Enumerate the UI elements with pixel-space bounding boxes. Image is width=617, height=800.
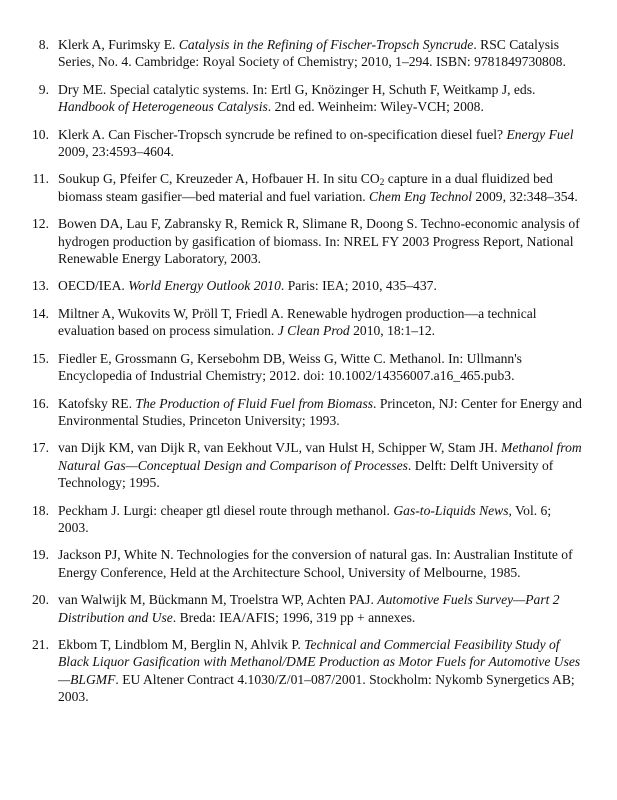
- reference-number: 16.: [32, 395, 49, 411]
- reference-text: [58, 126, 584, 161]
- reference-text: [58, 439, 584, 491]
- reference-segment: , Vol. 6; 2003.: [58, 502, 552, 535]
- reference-number: 13.: [32, 278, 49, 294]
- reference-item: [0, 36, 617, 71]
- reference-italic-title: World Energy Outlook 2010: [128, 278, 281, 294]
- reference-item: [0, 591, 617, 626]
- reference-segment: Katofsky RE.: [58, 395, 136, 411]
- reference-italic-title: Catalysis in the Refining of Fischer-Tropsch Syncrude: [178, 37, 474, 52]
- reference-text: [58, 36, 584, 71]
- reference-text: [58, 350, 584, 385]
- reference-number: 20.: [32, 592, 49, 608]
- reference-segment: van Dijk KM, van Dijk R, van Eekhout VJL, van Hulst H, Schipper W, Stam JH.: [58, 440, 502, 456]
- reference-number: 15.: [32, 350, 49, 366]
- reference-number: 9.: [38, 81, 49, 97]
- reference-italic-title: Gas-to-Liquids News: [393, 502, 509, 518]
- reference-segment: Ekbom T, Lindblom M, Berglin N, Ahlvik P.: [58, 636, 305, 652]
- reference-text: [58, 305, 584, 340]
- reference-segment: . Delft: Delft University of Technology; 1995.: [58, 457, 554, 491]
- reference-item: [0, 215, 617, 267]
- reference-italic-title: The Production of Fluid Fuel from Biomass: [135, 395, 374, 411]
- reference-segment: . RSC Catalysis Series, No. 4. Cambridge: Royal Society of Chemistry; 2010, 1–294. ISBN: 9781849730808.: [58, 37, 566, 70]
- reference-segment: van Walwijk M, Bückmann M, Troelstra WP, Achten PAJ.: [58, 592, 378, 608]
- reference-segment: Soukup G, Pfeifer C, Kreuzeder A, Hofbauer H. In situ CO: [58, 171, 380, 187]
- reference-text: [58, 81, 584, 116]
- reference-item: [0, 636, 617, 706]
- reference-segment: Dry ME. Special catalytic systems. In: Ertl G, Knözinger H, Schuth F, Weitkamp J, eds.: [58, 81, 536, 97]
- reference-item: [0, 350, 617, 385]
- reference-segment: . Paris: IEA; 2010, 435–437.: [280, 278, 437, 294]
- reference-segment: 2009, 32:348–354.: [472, 188, 578, 204]
- reference-italic-title: Chem Eng Technol: [369, 188, 473, 204]
- reference-text: [58, 636, 584, 706]
- reference-item: [0, 170, 617, 205]
- reference-italic-title: J Clean Prod: [277, 323, 350, 339]
- reference-number: 17.: [32, 440, 49, 456]
- reference-segment: Peckham J. Lurgi: cheaper gtl diesel route through methanol.: [58, 502, 394, 518]
- reference-italic-title: Methanol from Natural Gas—Conceptual Design and Comparison of Processes: [58, 440, 582, 473]
- reference-text: [58, 277, 584, 294]
- reference-segment: Jackson PJ, White N. Technologies for the conversion of natural gas. In: Australian Institute of Energy Conference, Held at the Architecture School, University of Melbourne, 1985.: [58, 547, 573, 580]
- reference-segment: OECD/IEA.: [58, 278, 129, 294]
- reference-italic-title: Handbook of Heterogeneous Catalysis: [58, 99, 268, 115]
- reference-segment: . Princeton, NJ: Center for Energy and Environmental Studies, Princeton University; 1993.: [58, 395, 582, 428]
- reference-item: [0, 439, 617, 491]
- reference-italic-title: Automotive Fuels Survey—Part 2 Distribution and Use: [58, 592, 560, 625]
- reference-segment: Klerk A, Furimsky E.: [58, 37, 179, 52]
- reference-number: 21.: [32, 636, 49, 652]
- reference-segment: Miltner A, Wukovits W, Pröll T, Friedl A. Renewable hydrogen production—a technical evaluation based on process simulation.: [58, 305, 537, 339]
- reference-item: [0, 546, 617, 581]
- reference-text: [58, 502, 584, 537]
- reference-italic-title: Energy Fuel: [506, 126, 574, 142]
- reference-segment: Fiedler E, Grossmann G, Kersebohm DB, Weiss G, Witte C. Methanol. In: Ullmann's Encyclopedia of Industrial Chemistry; 2012. doi: 10.1002/14356007.a16_465.pub3.: [58, 350, 522, 384]
- reference-item: [0, 126, 617, 161]
- reference-number: 8.: [38, 37, 49, 52]
- reference-list: [0, 36, 617, 716]
- reference-number: 10.: [32, 126, 49, 142]
- reference-number: 11.: [32, 171, 49, 187]
- reference-text: [58, 546, 584, 581]
- reference-segment: . 2nd ed. Weinheim: Wiley-VCH; 2008.: [267, 99, 484, 115]
- reference-number: 18.: [32, 502, 49, 518]
- reference-segment: Klerk A. Can Fischer-Tropsch syncrude be refined to on-specification diesel fuel?: [58, 126, 507, 142]
- reference-number: 19.: [32, 547, 49, 563]
- reference-segment: 2009, 23:4593–4604.: [58, 144, 174, 160]
- reference-italic-title: Technical and Commercial Feasibility Study of Black Liquor Gasification with Methanol/DME Production as Motor Fuels for Automotive Uses—BLGMF: [58, 636, 581, 687]
- reference-item: [0, 81, 617, 116]
- reference-text: [58, 395, 584, 430]
- subscript: 2: [379, 178, 385, 189]
- reference-text: [58, 170, 584, 205]
- reference-segment: . Breda: IEA/AFIS; 1996, 319 pp + annexes.: [172, 609, 416, 625]
- reference-item: [0, 395, 617, 430]
- reference-item: [0, 502, 617, 537]
- reference-segment: Bowen DA, Lau F, Zabransky R, Remick R, Slimane R, Doong S. Techno-economic analysis of hydrogen production by gasification of biomass. In: NREL FY 2003 Progress Report, National Renewable Energy Laboratory, 2003.: [58, 216, 580, 267]
- reference-segment: capture in a dual fluidized bed biomass steam gasifier—bed material and fuel variation.: [58, 171, 553, 204]
- reference-text: [58, 215, 584, 267]
- reference-segment: 2010, 18:1–12.: [349, 323, 436, 339]
- reference-text: [58, 591, 584, 626]
- reference-item: [0, 305, 617, 340]
- reference-number: 14.: [32, 305, 49, 321]
- reference-segment: . EU Altener Contract 4.1030/Z/01–087/2001. Stockholm: Nykomb Synergetics AB; 2003.: [58, 671, 575, 705]
- reference-number: 12.: [32, 216, 49, 232]
- reference-item: [0, 277, 617, 294]
